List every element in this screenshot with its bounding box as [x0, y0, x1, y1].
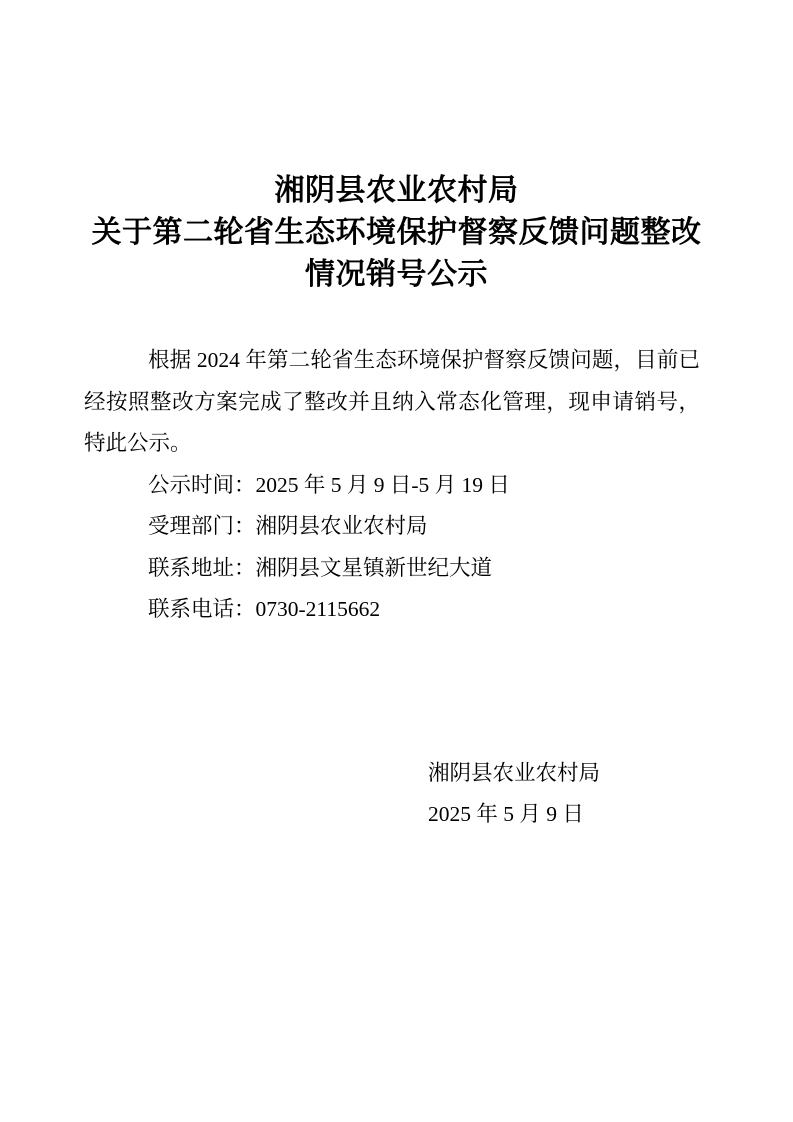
detail-accepting-department: 受理部门：湘阴县农业农村局: [148, 514, 428, 538]
paragraph-line: 根据 2024 年第二轮省生态环境保护督察反馈问题，目前已: [148, 348, 700, 372]
document-title: [0, 0, 793, 296]
paragraph-line: 特此公示。: [84, 431, 192, 455]
detail-publicity-period: 公示时间：2025 年 5 月 9 日-5 月 19 日: [148, 472, 510, 497]
title-line-subject: 关于第二轮省生态环境保护督察反馈问题整改: [91, 216, 702, 249]
signature-date: 2025 年 5 月 9 日: [428, 802, 584, 826]
detail-contact-address: 联系地址：湘阴县文星镇新世纪大道: [148, 555, 493, 580]
paragraph-line: 经按照整改方案完成了整改并且纳入常态化管理，现申请销号，: [84, 389, 700, 414]
detail-lines: [148, 465, 700, 631]
signature-block: [428, 753, 793, 836]
body-paragraph: [84, 340, 700, 465]
title-line-org: 湘阴县农业农村局: [274, 174, 519, 207]
title-line-subject-cont: 情况销号公示: [305, 258, 488, 291]
detail-contact-phone: 联系电话：0730-2115662: [148, 597, 381, 621]
signature-org: 湘阴县农业农村局: [428, 760, 601, 785]
